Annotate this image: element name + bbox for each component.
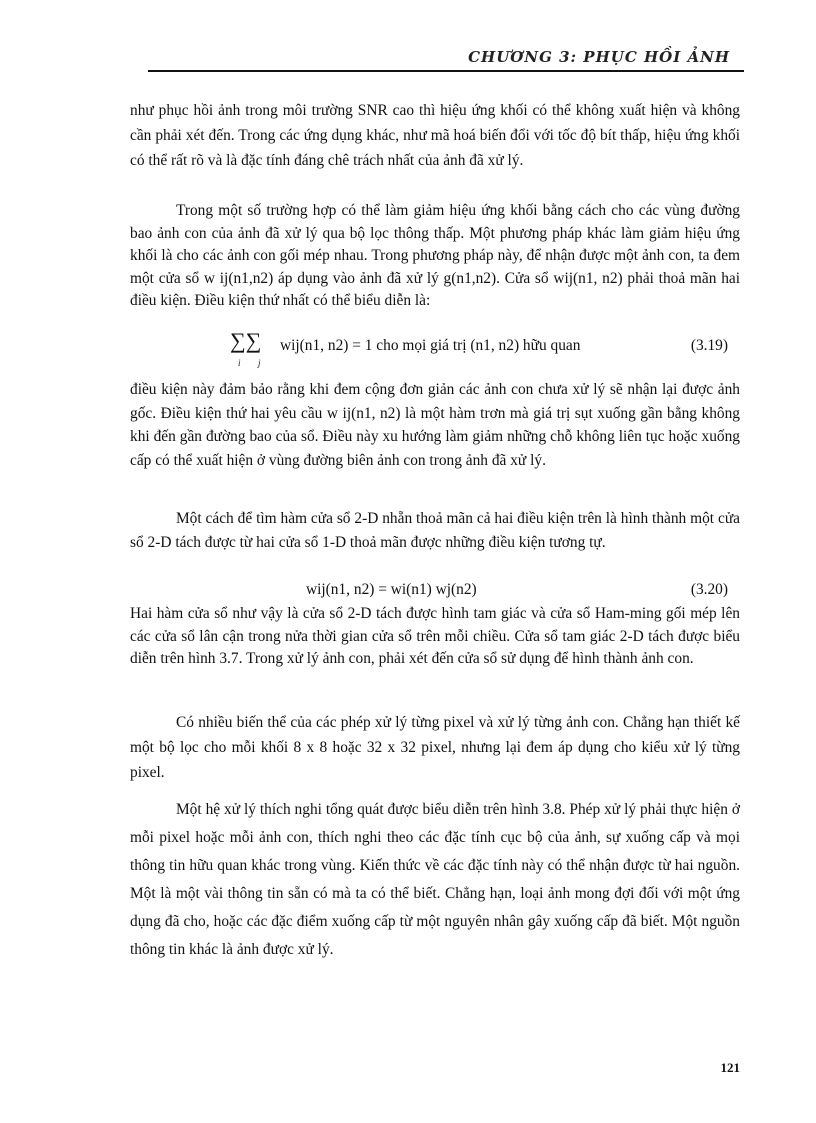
paragraph-2-text: Trong một số trường hợp có thể làm giảm hiệu ứng khối bằng cách cho các vùng đường bao ảnh con của ảnh đã xử lý qua bộ lọc thông thấp. Một phương pháp khác làm giảm hiệu ứng khối là cho các ảnh con gối mép nhau. Trong phương pháp này, để nhận được một ảnh con, ta đem một cửa sổ w ij(n1,n2) áp dụng vào ảnh đã xử lý g(n1,n2). Cửa sổ wij(n1, n2) phải thoả mãn hai điều kiện. Điều kiện thứ nhất có thể biểu diễn là:	[130, 202, 740, 309]
header-rule	[148, 70, 744, 72]
equation-3-20-number: (3.20)	[690, 581, 728, 598]
equation-3-20-text: wij(n1, n2) = wi(n1) wj(n2)	[306, 581, 477, 598]
running-header	[148, 46, 744, 72]
equation-3-19	[130, 328, 740, 368]
sum-index-j: j	[258, 358, 261, 368]
double-sum-symbol: ∑∑	[230, 328, 262, 353]
paragraph-7: Một hệ xử lý thích nghi tổng quát được biểu diễn trên hình 3.8. Phép xử lý phải thực hiện ở mỗi pixel hoặc mỗi ảnh con, thích nghi theo các đặc tính cục bộ của ảnh, sự xuống cấp và mọi thông tin hữu quan khác trong vùng. Kiến thức về các đặc tính này có thể nhận được từ hai nguồn. Một là một vài thông tin sẵn có mà ta có thể biết. Chẳng hạn, loại ảnh mong đợi đối với một ứng dụng đã cho, hoặc các đặc điểm xuống cấp từ một nguyên nhân gây xuống cấp đã biết. Một nguồn thông tin khác là ảnh được xử lý.	[130, 801, 740, 958]
equation-3-19-text: wij(n1, n2) = 1 cho mọi giá trị (n1, n2) hữu quan	[280, 337, 581, 354]
paragraph-1: như phục hồi ảnh trong môi trường SNR cao thì hiệu ứng khối có thể không xuất hiện và không cần phải xét đến. Trong các ứng dụng khác, như mã hoá biến đổi với tốc độ bít thấp, hiệu ứng khối có thể rất rõ và là đặc tính đáng chê trách nhất của ảnh đã xử lý.	[130, 102, 740, 169]
chapter-title: CHƯƠNG 3: PHỤC HỒI ẢNH	[468, 48, 730, 66]
paragraph-4	[130, 507, 740, 554]
equation-3-19-number: (3.19)	[690, 337, 728, 354]
page-number: 121	[720, 1060, 740, 1075]
paragraph-3: điều kiện này đảm bảo rằng khi đem cộng đơn giản các ảnh con chưa xử lý sẽ nhận lại được ảnh gốc. Điều kiện thứ hai yêu cầu w ij(n1, n2) là một hàm trơn mà giá trị sụt xuống gần bằng không khi đến gần đường bao của sổ. Điều này xu hướng làm giảm những chỗ không liên tục hoặc xuống cấp có thể xuất hiện ở vùng đường biên ảnh con trong ảnh đã xử lý.	[130, 381, 740, 469]
paragraph-5: Hai hàm cửa sổ như vậy là cửa sổ 2-D tách được hình tam giác và cửa sổ Ham-ming gối mép lên các cửa sổ lân cận trong nửa thời gian cửa sổ trên mỗi chiều. Cửa sổ tam giác 2-D tách được biểu diễn trên hình 3.7. Trong xử lý ảnh con, phải xét đến cửa sổ sử dụng để hình thành ảnh con.	[130, 605, 740, 667]
paragraph-6: Có nhiều biến thể của các phép xử lý từng pixel và xử lý từng ảnh con. Chẳng hạn thiết kế một bộ lọc cho mỗi khối 8 x 8 hoặc 32 x 32 pixel, nhưng lại đem áp dụng cho kiểu xử lý từng pixel.	[130, 714, 740, 781]
paragraph-2	[130, 200, 740, 313]
sum-index-i: i	[238, 358, 241, 368]
paragraph-4-text: Một cách để tìm hàm cửa sổ 2-D nhẵn thoả mãn cả hai điều kiện trên là hình thành một cửa sổ 2-D tách được từ hai cửa sổ 1-D thoả mãn được những điều kiện tương tự.	[130, 510, 740, 551]
